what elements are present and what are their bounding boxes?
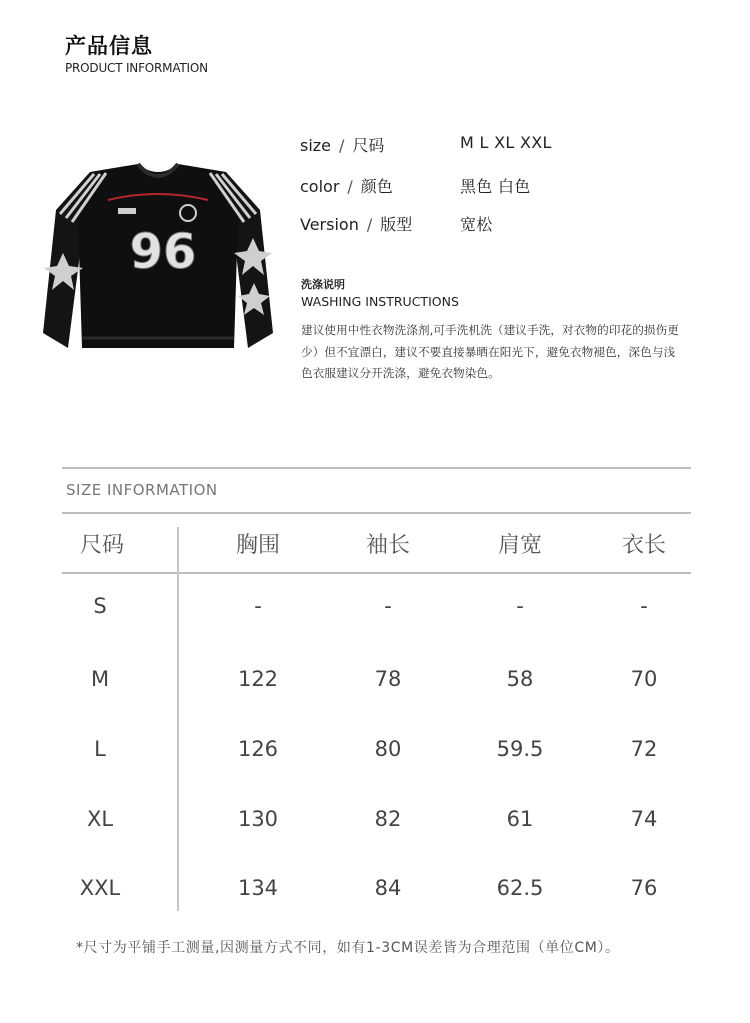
product-image [38, 158, 278, 358]
table-row-size: S [93, 594, 107, 618]
table-row-size: M [90, 667, 110, 691]
table-cell: - [254, 594, 262, 618]
table-header-length: 衣长 [621, 533, 666, 558]
table-header-chest: 胸围 [235, 533, 280, 558]
page-title-cn: 产品信息 [65, 34, 153, 58]
table-cell: - [384, 594, 392, 618]
table-cell: 72 [630, 737, 658, 761]
table-cell: 59.5 [496, 737, 544, 761]
spec-version-value: 宽松 [460, 215, 493, 234]
table-header-shoulder: 肩宽 [497, 533, 542, 558]
page-title-en: PRODUCT INFORMATION [65, 61, 208, 75]
spec-version-label: Version / 版型 [300, 215, 413, 234]
table-cell: - [640, 594, 648, 618]
table-cell: 126 [237, 737, 279, 761]
spec-size-label: size / 尺码 [300, 136, 385, 155]
washing-title-en: WASHING INSTRUCTIONS [301, 294, 459, 309]
washing-instructions-text: 建议使用中性衣物洗涤剂,可手洗机洗（建议手洗，对衣物的印花的损伤更少）但不宜漂白，建议不要直接暴晒在阳光下，避免衣物褪色，深色与浅色衣服建议分开洗涤，避免衣物染色。 [301, 323, 679, 380]
table-header-size: 尺码 [79, 533, 124, 558]
divider-under-title [62, 512, 691, 514]
spec-size-value: M L XL XXL [460, 133, 552, 152]
divider-under-header [62, 572, 691, 574]
washing-title-cn: 洗涤说明 [301, 278, 345, 291]
table-column-divider [177, 527, 179, 911]
table-cell: 134 [237, 876, 279, 900]
table-cell: 84 [374, 876, 402, 900]
jersey-illustration [38, 158, 278, 358]
table-row-size: L [94, 737, 106, 761]
table-cell: 130 [237, 807, 279, 831]
table-cell: 61 [506, 807, 534, 831]
jersey-number: 96 [129, 224, 197, 280]
size-info-title: SIZE INFORMATION [66, 481, 218, 499]
table-cell: 80 [374, 737, 402, 761]
divider-top [62, 467, 691, 469]
table-cell: 70 [630, 667, 658, 691]
table-cell: 62.5 [496, 876, 544, 900]
table-cell: 78 [374, 667, 402, 691]
table-row-size: XXL [79, 876, 121, 900]
spec-color-value: 黑色 白色 [460, 177, 531, 196]
table-cell: - [516, 594, 524, 618]
table-header-sleeve: 袖长 [365, 533, 410, 558]
table-cell: 74 [630, 807, 658, 831]
spec-color-label: color / 颜色 [300, 177, 393, 196]
table-cell: 58 [506, 667, 534, 691]
table-cell: 82 [374, 807, 402, 831]
table-cell: 76 [630, 876, 658, 900]
measurement-footnote: *尺寸为平铺手工测量,因测量方式不同，如有1-3CM误差皆为合理范围（单位CM）。 [76, 940, 620, 956]
table-cell: 122 [237, 667, 279, 691]
table-row-size: XL [86, 807, 114, 831]
